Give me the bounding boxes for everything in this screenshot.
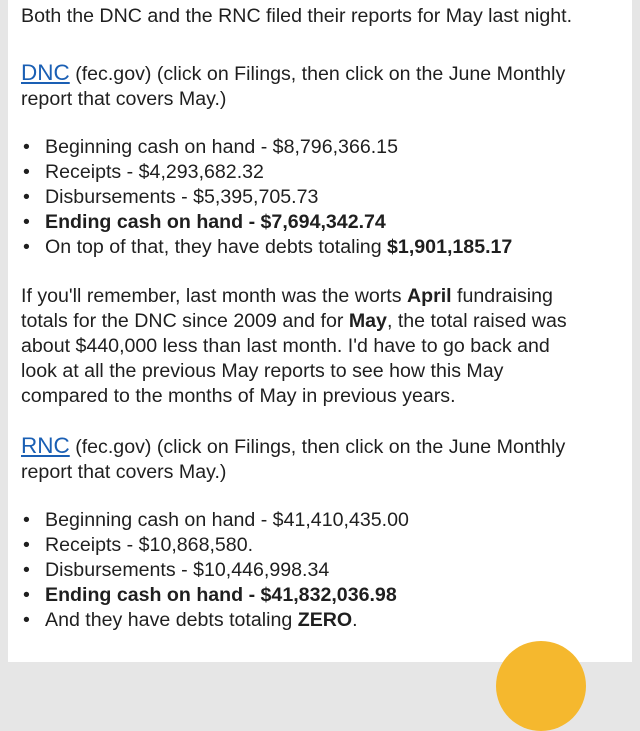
commentary-line: about $440,000 less than last month. I'd have to go back and (21, 335, 550, 357)
list-item (21, 533, 632, 558)
bullet-icon: • (23, 584, 30, 606)
list-item (21, 135, 632, 160)
bullet-icon: • (23, 211, 30, 233)
bullet-icon: • (23, 509, 30, 531)
rnc-ending-cash: Ending cash on hand - $41,832,036.98 (45, 584, 397, 606)
commentary-text: fundraising (451, 285, 553, 307)
bullet-icon: • (23, 236, 30, 258)
bullet-icon: • (23, 559, 30, 581)
rnc-facts-list (21, 508, 632, 633)
rnc-source-text: (fec.gov) (click on Filings, then click on the June Monthly (69, 436, 566, 458)
list-item (21, 185, 632, 210)
dnc-facts-list (21, 135, 632, 260)
rnc-receipts: Receipts - $10,868,580. (45, 534, 254, 556)
commentary-emphasis: April (406, 285, 452, 307)
list-item (21, 210, 632, 235)
intro-text: Both the DNC and the RNC filed their reports for May last night. (21, 5, 573, 27)
rnc-link[interactable]: RNC (21, 433, 70, 458)
dnc-debts-value: $1,901,185.17 (387, 236, 513, 258)
commentary-line: look at all the previous May reports to see how this May (21, 360, 504, 382)
rnc-source-line (21, 433, 632, 460)
commentary-paragraph (21, 284, 632, 409)
dnc-ending-cash: Ending cash on hand - $7,694,342.74 (45, 211, 386, 233)
rnc-source-line-2: report that covers May.) (21, 461, 227, 483)
list-item (21, 558, 632, 583)
list-item (21, 608, 632, 633)
bullet-icon: • (23, 136, 30, 158)
commentary-text: , the total raised was (386, 310, 567, 332)
bullet-icon: • (23, 609, 30, 631)
commentary-text: If you'll remember, last month was the worts (21, 285, 407, 307)
commentary-line: compared to the months of May in previous years. (21, 385, 456, 407)
bullet-icon: • (23, 534, 30, 556)
post-card (8, 0, 632, 662)
commentary-line (21, 309, 632, 334)
rnc-debts-label: And they have debts totaling (45, 609, 298, 631)
dnc-beginning-cash: Beginning cash on hand - $8,796,366.15 (45, 136, 398, 158)
commentary-line (21, 284, 632, 309)
dnc-disbursements: Disbursements - $5,395,705.73 (45, 186, 319, 208)
list-item (21, 235, 632, 260)
rnc-debts-value: ZERO (297, 609, 353, 631)
rnc-beginning-cash: Beginning cash on hand - $41,410,435.00 (45, 509, 409, 531)
bullet-icon: • (23, 186, 30, 208)
list-item (21, 508, 632, 533)
dnc-link[interactable]: DNC (21, 60, 70, 85)
list-item (21, 160, 632, 185)
dnc-source-line-2: report that covers May.) (21, 88, 227, 110)
commentary-text: totals for the DNC since 2009 and for (21, 310, 349, 332)
bullet-icon: • (23, 161, 30, 183)
dnc-source-line (21, 60, 632, 87)
rnc-disbursements: Disbursements - $10,446,998.34 (45, 559, 330, 581)
commentary-emphasis: May (348, 310, 387, 332)
dnc-debts-label: On top of that, they have debts totaling (45, 236, 388, 258)
floating-action-button[interactable] (496, 641, 586, 731)
dnc-source-text: (fec.gov) (click on Filings, then click on the June Monthly (69, 63, 566, 85)
list-item (21, 583, 632, 608)
dnc-receipts: Receipts - $4,293,682.32 (45, 161, 264, 183)
rnc-debts-suffix: . (352, 609, 358, 631)
